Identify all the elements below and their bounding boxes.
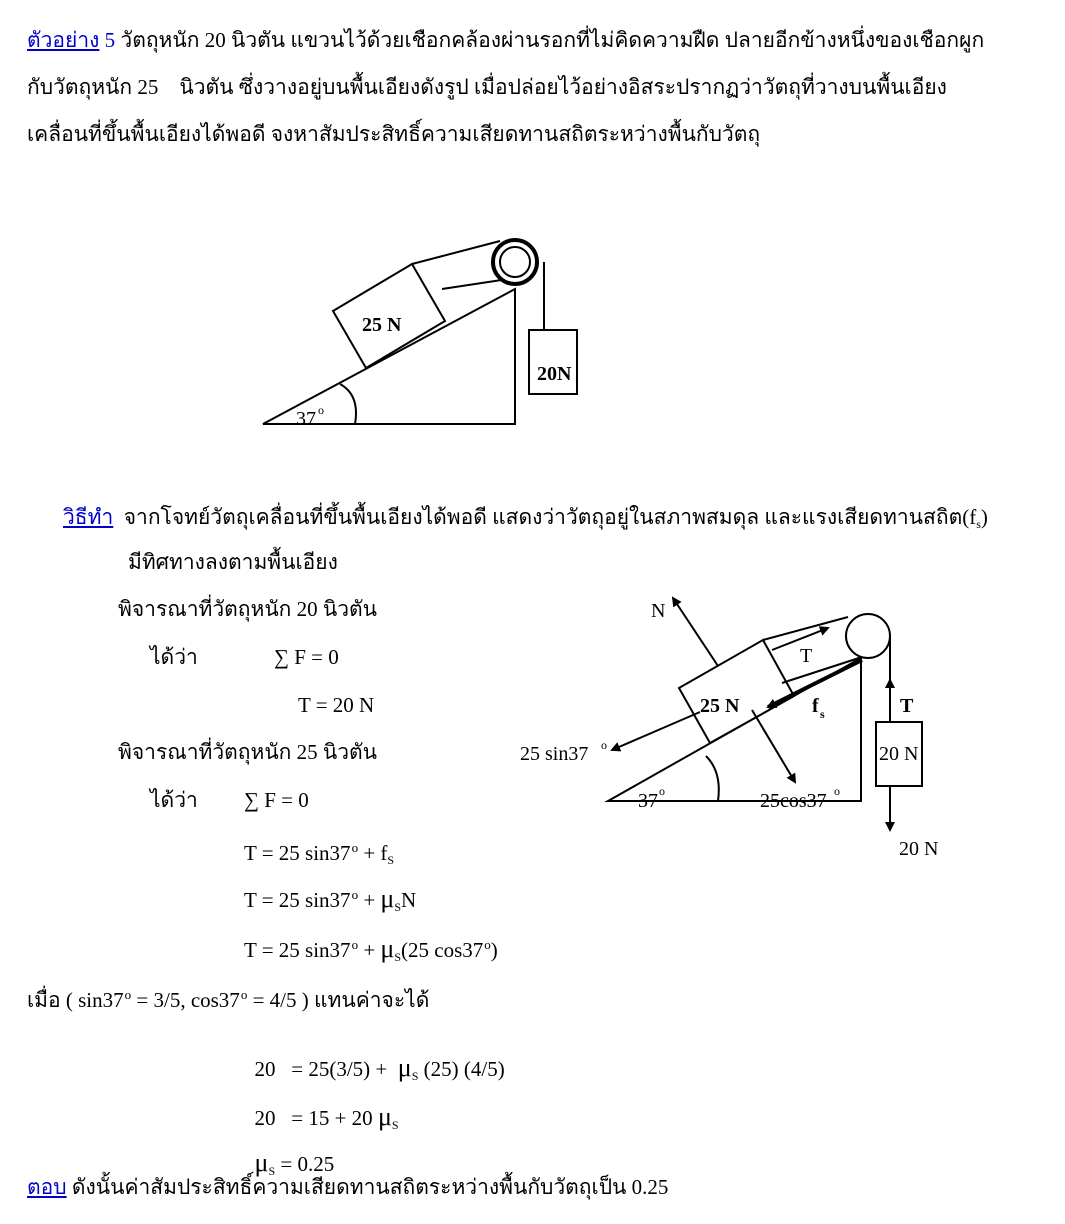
- fig1-angle: 37: [296, 408, 316, 430]
- sum-f-1: ∑ F = 0: [274, 645, 339, 669]
- said-1: ได้ว่า: [150, 645, 198, 669]
- sub1-mu: μ: [397, 1053, 412, 1082]
- sub2-mu: μ: [377, 1102, 392, 1131]
- eq1-tail: + f: [358, 841, 388, 865]
- fbd-cos-comp: 25cos37: [760, 790, 827, 812]
- fbd-sin-comp: 25 sin37: [520, 743, 589, 765]
- fbd-cos-deg: o: [834, 784, 840, 798]
- sum-f-2: ∑ F = 0: [244, 788, 309, 812]
- eq3-deg2: o: [484, 937, 491, 952]
- eq3-end: ): [490, 938, 498, 962]
- result-mu: μ: [254, 1148, 269, 1177]
- consider-20: พิจารณาที่วัตถุหนัก 20 นิวตัน: [118, 597, 378, 621]
- eq2-tail: +: [358, 888, 381, 912]
- fig1-degree: o: [318, 403, 324, 417]
- eq3-tail: +: [358, 938, 381, 962]
- fbd-hanging-label: 20 N: [879, 743, 919, 765]
- fig1-hanging-label: 20N: [537, 363, 572, 385]
- fbd-angle-arc: [706, 756, 719, 801]
- eq2-deg: o: [351, 887, 359, 902]
- eq3-deg: o: [351, 937, 359, 952]
- sub1-a: 20 = 25(3/5) +: [254, 1057, 398, 1081]
- fbd-t-up: T: [900, 695, 914, 717]
- problem-line-3: เคลื่อนที่ขึ้นพื้นเอียงได้พอดี จงหาสัมประสิทธิ์ความเสียดทานสถิตระหว่างพื้นกับวัตถุ: [27, 122, 761, 146]
- fs-sub: s: [976, 517, 981, 531]
- when-a: เมื่อ ( sin37: [27, 988, 124, 1012]
- answer-label: ตอบ: [27, 1175, 67, 1199]
- eq3-mu: μ: [380, 934, 395, 963]
- solution-line-2: มีทิศทางลงตามพื้นเอียง: [128, 550, 338, 574]
- eq1-main: T = 25 sin37: [244, 841, 351, 865]
- problem-text-1: วัตถุหนัก 20 นิวตัน แขวนไว้ด้วยเชือกคล้องผ่านรอกที่ไม่คิดความฝืด ปลายอีกข้างหนึ่งของเชือกผูก: [120, 28, 985, 52]
- eq3-sub: S: [394, 950, 402, 964]
- fbd-block: [679, 640, 794, 743]
- when-b: = 3/5, cos37: [131, 988, 240, 1012]
- result-sub: S: [268, 1164, 276, 1178]
- sub2-a: 20 = 15 + 20: [254, 1106, 378, 1130]
- problem-label: ตัวอย่าง: [27, 28, 100, 52]
- fbd-sin-deg: o: [601, 738, 607, 752]
- eq2-end: N: [401, 888, 417, 912]
- fig1-block-label: 25 N: [362, 314, 402, 336]
- eq2-sub: S: [394, 900, 402, 914]
- arrow-cos: [752, 710, 795, 782]
- fs-close: ): [980, 505, 988, 529]
- eq1-deg: o: [351, 840, 359, 855]
- fbd-t-rope: T: [800, 645, 813, 667]
- eq1-sub: S: [387, 853, 395, 867]
- solution-intro-1: จากโจทย์วัตถุเคลื่อนที่ขึ้นพื้นเอียงได้พอดี แสดงว่าวัตถุอยู่ในสภาพสมดุล และแรงเสียดทานสถิต(f: [123, 505, 977, 529]
- problem-number: 5: [104, 28, 116, 52]
- t-equals-20: T = 20 N: [298, 693, 375, 717]
- said-2: ได้ว่า: [150, 788, 198, 812]
- fbd-fs-sub: s: [820, 707, 825, 721]
- fbd-fs: f: [812, 695, 819, 717]
- fbd-pulley: [846, 614, 890, 658]
- when-deg1: o: [124, 987, 132, 1002]
- sub2-sub: S: [391, 1118, 399, 1132]
- problem-line-2: กับวัตถุหนัก 25 นิวตัน ซึ่งวางอยู่บนพื้นเอียงดังรูป เมื่อปล่อยไว้อย่างอิสระปรากฏว่าวัตถุที่วางบนพื้นเอียง: [27, 75, 947, 99]
- eq3-main: T = 25 sin37: [244, 938, 351, 962]
- when-c: = 4/5 ) แทนค่าจะได้: [247, 988, 430, 1012]
- answer-text: ดังนั้นค่าสัมประสิทธิ์ความเสียดทานสถิตระหว่างพื้นกับวัตถุเป็น 0.25: [71, 1175, 669, 1199]
- eq2-main: T = 25 sin37: [244, 888, 351, 912]
- sub1-b: (25) (4/5): [418, 1057, 505, 1081]
- sub1-sub: S: [411, 1069, 419, 1083]
- fbd-n: N: [651, 600, 666, 622]
- arrow-sin: [612, 712, 700, 750]
- fbd-block-label: 25 N: [700, 695, 740, 717]
- fbd-angle-deg: o: [659, 784, 665, 798]
- fbd-angle: 37: [638, 790, 658, 812]
- consider-25: พิจารณาที่วัตถุหนัก 25 นิวตัน: [118, 740, 378, 764]
- result-value: = 0.25: [275, 1152, 335, 1176]
- when-deg2: o: [240, 987, 248, 1002]
- fbd-weight: 20 N: [899, 838, 939, 860]
- solution-label: วิธีทำ: [63, 505, 114, 529]
- eq3-mid: (25 cos37: [401, 938, 484, 962]
- arrow-n: [673, 598, 718, 666]
- eq2-mu: μ: [380, 884, 395, 913]
